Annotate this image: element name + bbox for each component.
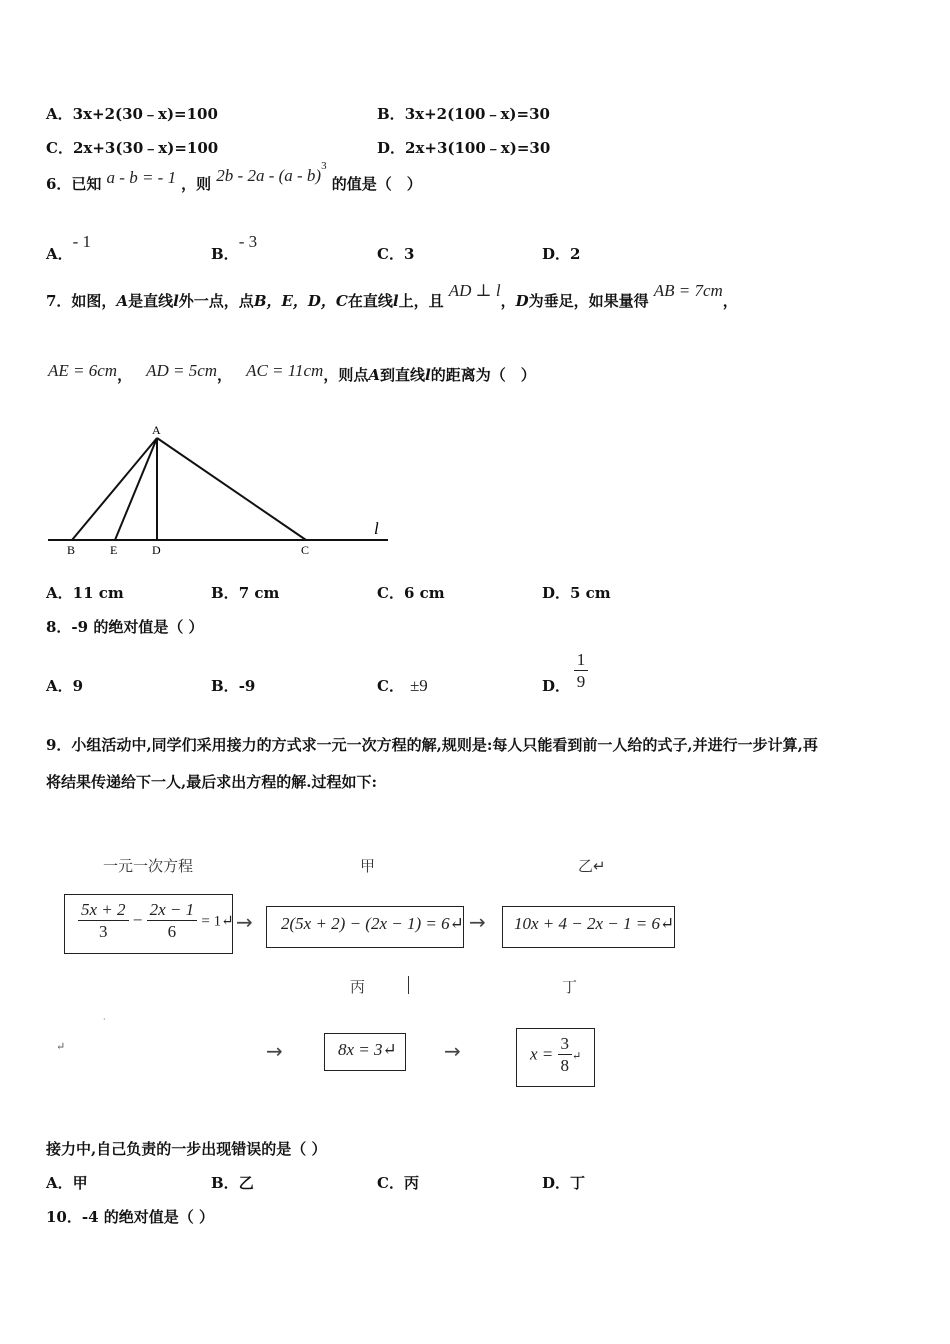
q5-option-d-text: 2x+3(100﹣x)=30 [405,139,551,157]
q7-text: 为垂足，如果量得 [528,292,649,310]
q7-option-d-text: 5 cm [570,584,611,602]
q8-option-a-text: 9 [72,677,84,695]
segment-ae [115,438,157,540]
q7-text: ， [722,292,738,310]
denominator: 6 [167,922,177,941]
numerator: 5x + 2 [78,900,129,921]
arrow-right: → [444,1039,461,1063]
q7-text: 的距离为（ ） [430,366,536,384]
q5-option-a-letter: A． [46,105,73,123]
q9-option-b-text: 乙 [238,1174,254,1192]
q7-text: 是直线 [128,292,174,310]
q7-option-d-letter: D． [542,584,571,602]
q8-option-b-text: -9 [238,677,256,695]
label-d: D [152,543,161,557]
q7-text: ， [500,292,516,310]
lhs: x = [530,1044,554,1064]
q8-option-d-fraction [574,650,588,693]
q6-option-d[interactable] [542,243,580,264]
q7-point-d: D [515,292,529,310]
q7-option-b-letter: B． [211,584,239,602]
q7-line-l: l [173,292,179,310]
q7-perp: AD ⊥ l [448,281,501,300]
q6-condition: a - b = - 1 [106,168,177,187]
q7-text: 外一点，点 [178,292,254,310]
q6-option-c-text: 3 [403,245,415,263]
denominator: 8 [560,1056,570,1075]
fraction-right [147,900,198,943]
label-l: l [374,519,379,538]
q6-stem [46,159,422,194]
q5-option-d-letter: D． [377,139,406,157]
q7-option-a-text: 11 cm [72,584,124,602]
label-ding: 丁 [562,978,578,996]
q7-text: 到直线 [379,366,425,384]
q8-option-d[interactable] [542,675,570,696]
q8-stem: 8．-9 的绝对值是（ ） [46,618,204,636]
q6-option-a[interactable] [46,232,92,264]
arrow-right: → [266,1039,283,1063]
q5-option-d[interactable] [377,137,550,158]
q7-option-c[interactable] [377,582,445,603]
q9-option-d-text: 丁 [570,1174,586,1192]
q9-option-c-letter: C． [377,1174,404,1192]
q7-ac-measure: AC = 11cm [246,361,324,380]
q6-option-b[interactable] [211,232,258,264]
q7-text: ，则点 [323,366,369,384]
q9-question: 接力中,自己负责的一步出现错误的是（ ） [46,1140,327,1158]
q7-option-a[interactable] [46,582,124,603]
q7-point-a: A [116,292,129,310]
return-mark: ↵ [572,1050,582,1063]
q9-option-d-letter: D． [542,1174,571,1192]
q9-option-d[interactable] [542,1172,585,1193]
q9-stem-line2: 将结果传递给下一人,最后求出方程的解.过程如下: [46,773,377,791]
q9-option-b-letter: B． [211,1174,239,1192]
label-jia: 甲 [360,857,376,875]
equation-content [78,900,234,943]
q6-option-c[interactable] [377,243,414,264]
q9-option-b[interactable] [211,1172,254,1193]
q7-text: 7．如图， [46,292,117,310]
q6-option-b-text: - 3 [238,232,258,251]
label-e: E [110,543,118,557]
q8-option-b[interactable] [211,675,255,696]
q7-figure [40,420,400,565]
q7-ab-measure: AB = 7cm [653,281,723,300]
q5-option-a[interactable] [46,103,218,124]
q7-option-a-letter: A． [46,584,73,602]
q8-option-c[interactable] [377,675,428,696]
fraction-left [78,900,129,943]
stray-dot: · [103,1015,106,1024]
q7-ad-measure: AD = 5cm [146,361,218,380]
q9-option-a-text: 甲 [72,1174,88,1192]
q9-option-a-letter: A． [46,1174,73,1192]
q7-point-a: A [368,366,380,384]
q7-text: ， [117,366,133,384]
q5-option-b-letter: B． [377,105,405,123]
arrow-right: → [236,910,253,934]
q7-text: 在直线 [347,292,393,310]
q8-option-c-text: ±9 [409,676,428,695]
q6-option-a-letter: A． [46,245,73,263]
segment-ac [157,438,306,540]
q5-option-c[interactable] [46,137,218,158]
q10-stem: 10．-4 的绝对值是（ ） [46,1208,214,1226]
segment-ab [72,438,157,540]
q6-option-a-text: - 1 [72,232,92,251]
q8-option-d-numerator: 1 [574,650,588,671]
q8-option-b-letter: B． [211,677,239,695]
q9-option-c-text: 丙 [403,1174,419,1192]
label-b: B [67,543,76,557]
q7-stem-line1 [46,281,738,311]
q6-exponent: 3 [321,159,327,172]
q7-ae-measure: AE = 6cm [48,361,118,380]
q5-option-b[interactable] [377,103,550,124]
fraction [558,1034,573,1077]
arrow-right: → [469,910,486,934]
q5-option-b-text: 3x+2(100﹣x)=30 [404,105,550,123]
q8-option-d-letter: D． [542,677,571,695]
q7-option-b[interactable] [211,582,279,603]
q9-option-c[interactable] [377,1172,419,1193]
label-yi: 乙↵ [578,857,606,875]
q6-option-d-text: 2 [570,245,581,263]
minus-sign: − [132,910,143,930]
q6-option-c-letter: C． [377,245,404,263]
label-a: A [152,423,161,437]
q7-option-c-letter: C． [377,584,404,602]
q5-option-a-text: 3x+2(30﹣x)=100 [72,105,218,123]
q9-stem-line1: 9．小组活动中,同学们采用接力的方式求一元一次方程的解,规则是:每人只能看到前一人给的式子,并进行一步计算,再 [46,736,818,754]
q7-stem-line2 [48,361,536,385]
q6-expression: 2b - 2a - (a - b) [216,166,322,185]
q6-suffix: 的值是（ ） [331,175,422,193]
q7-option-c-text: 6 cm [403,584,445,602]
q7-option-b-text: 7 cm [238,584,280,602]
q5-option-c-text: 2x+3(30﹣x)=100 [72,139,219,157]
label-c: C [301,543,310,557]
step-jia-text: 2(5x + 2) − (2x − 1) = 6↵ [281,914,464,933]
q8-option-a-letter: A． [46,677,73,695]
numerator: 2x − 1 [147,900,198,921]
q8-option-d-denominator: 9 [576,672,586,691]
label-bing: 丙 [350,978,366,996]
step-bing-text: 8x = 3↵ [338,1040,397,1059]
q7-option-d[interactable] [542,582,611,603]
q6-option-b-letter: B． [211,245,239,263]
step-ding-content [530,1034,581,1077]
q7-line-l: l [425,366,431,384]
q6-option-d-letter: D． [542,245,571,263]
numerator: 3 [558,1034,573,1055]
q7-text: 上，且 [398,292,444,310]
q7-points: B，E，D，C [253,292,348,310]
denominator: 3 [99,922,108,941]
q6-prefix: 6．已知 [46,175,102,193]
q9-option-a[interactable] [46,1172,88,1193]
q7-text: ， [217,366,233,384]
label-equation: 一元一次方程 [103,857,194,875]
rhs: = 1↵ [201,913,234,930]
q8-option-a[interactable] [46,675,83,696]
q7-line-l: l [392,292,399,310]
q5-option-c-letter: C． [46,139,73,157]
cursor-divider [408,976,409,994]
q6-mid: ，则 [181,175,212,193]
q8-option-c-letter: C． [377,677,404,695]
return-mark: ↵ [56,1040,66,1053]
step-yi-text: 10x + 4 − 2x − 1 = 6↵ [514,914,675,933]
